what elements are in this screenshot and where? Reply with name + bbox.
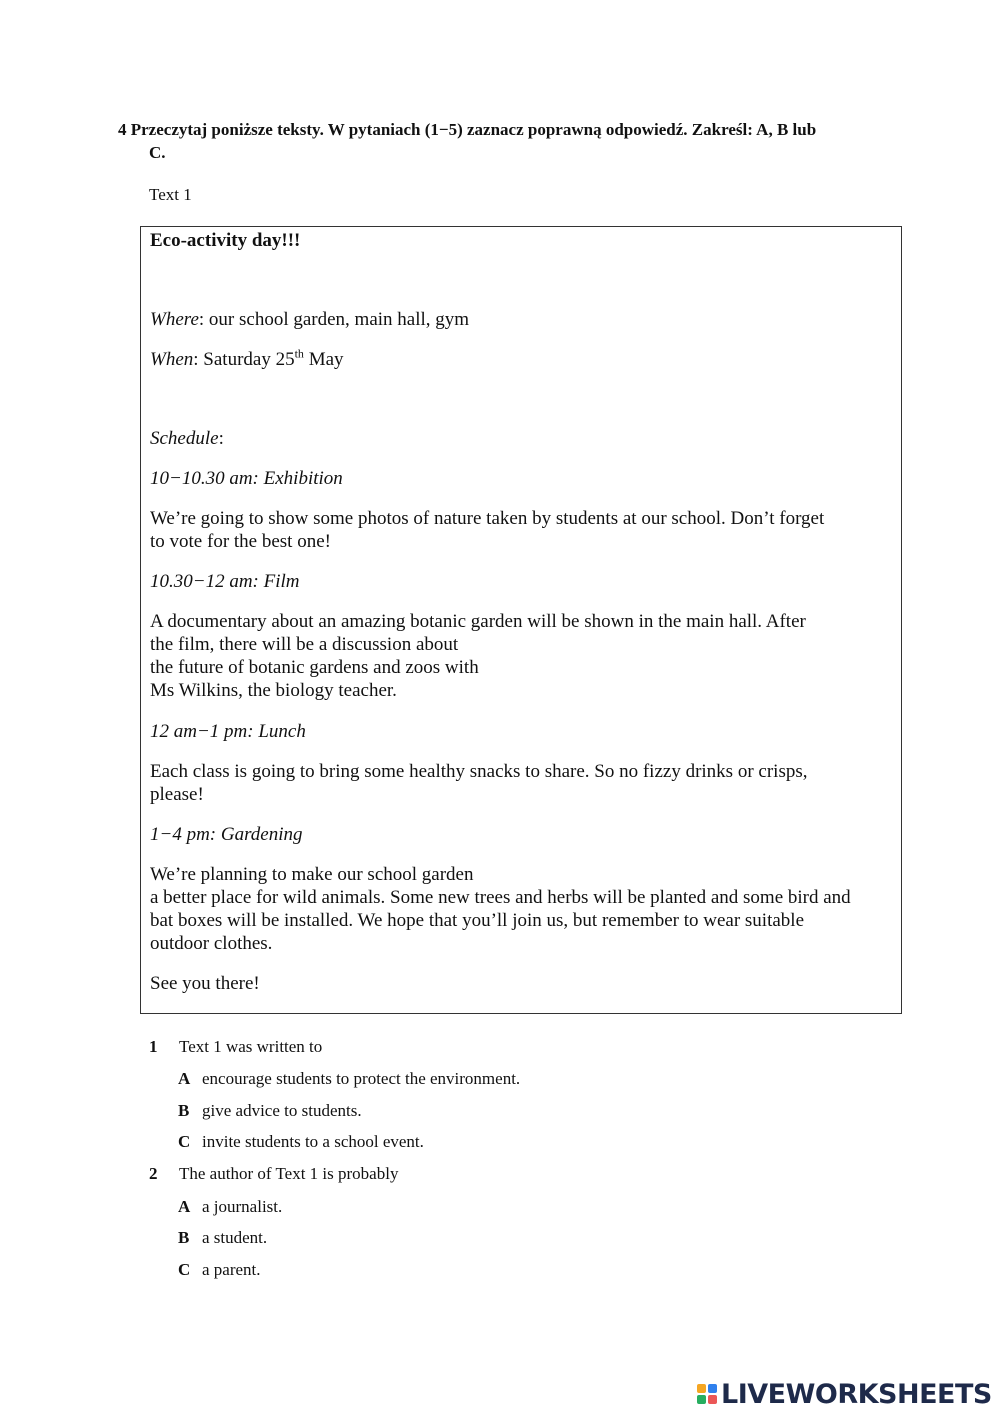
question-text: The author of Text 1 is probably	[179, 1164, 399, 1183]
answer-option[interactable]	[178, 1197, 282, 1217]
notice-box	[140, 226, 902, 1014]
schedule-text	[150, 610, 895, 702]
logo-square-icon	[697, 1395, 706, 1404]
answer-option[interactable]	[178, 1069, 520, 1089]
where-line	[150, 308, 895, 331]
answer-option[interactable]	[178, 1101, 362, 1121]
logo-square-icon	[708, 1384, 717, 1393]
when-label: When	[150, 349, 194, 370]
question-text: Text 1 was written to	[179, 1037, 323, 1056]
answer-option[interactable]	[178, 1132, 424, 1152]
text-line: A documentary about an amazing botanic garden will be shown in the main hall. After	[150, 611, 806, 632]
text-line: to vote for the best one!	[150, 531, 331, 552]
text-line: We’re going to show some photos of nature taken by students at our school. Don’t forget	[150, 508, 825, 529]
schedule-text	[150, 760, 895, 806]
text-line: the film, there will be a discussion about	[150, 634, 459, 655]
logo-text: LIVEWORKSHEETS	[721, 1378, 992, 1410]
schedule-colon: :	[218, 428, 224, 449]
logo-square-icon	[697, 1384, 706, 1393]
text-line: We’re planning to make our school garden	[150, 864, 474, 885]
liveworksheets-logo[interactable]	[697, 1378, 992, 1410]
notice-title: Eco-activity day!!!	[150, 230, 301, 251]
option-text: a student.	[202, 1228, 268, 1247]
text-line: the future of botanic gardens and zoos with	[150, 657, 479, 678]
closing-text: See you there!	[150, 973, 260, 994]
schedule-heading: 1−4 pm: Gardening	[150, 824, 303, 845]
question	[149, 1037, 322, 1057]
answer-option[interactable]	[178, 1260, 261, 1280]
instruction-line-2: C.	[149, 143, 166, 162]
question-number: 1	[149, 1037, 158, 1056]
logo-mark-icon	[697, 1384, 717, 1404]
question-number: 2	[149, 1164, 158, 1183]
text-line: Ms Wilkins, the biology teacher.	[150, 680, 397, 701]
option-letter: A	[178, 1197, 191, 1216]
text-line: please!	[150, 784, 204, 805]
option-letter: B	[178, 1101, 190, 1120]
text-label: Text 1	[149, 185, 192, 204]
option-text: give advice to students.	[202, 1101, 362, 1120]
schedule-heading: 10.30−12 am: Film	[150, 571, 300, 592]
text-line: Each class is going to bring some healthy snacks to share. So no fizzy drinks or crisps,	[150, 761, 808, 782]
when-value: : Saturday 25	[193, 349, 295, 370]
where-value: : our school garden, main hall, gym	[198, 309, 470, 330]
option-letter: B	[178, 1228, 190, 1247]
text-line: a better place for wild animals. Some new trees and herbs will be planted and some bird and	[150, 887, 851, 908]
answer-option[interactable]	[178, 1228, 267, 1248]
text-line: outdoor clothes.	[150, 933, 273, 954]
schedule-heading: 12 am−1 pm: Lunch	[150, 721, 306, 742]
where-label: Where	[150, 309, 199, 330]
schedule-label: Schedule	[150, 428, 219, 449]
when-month: May	[303, 349, 344, 370]
instruction	[118, 118, 898, 164]
schedule-text	[150, 507, 895, 553]
schedule-line	[150, 427, 895, 450]
option-text: a journalist.	[202, 1197, 283, 1216]
text-line: bat boxes will be installed. We hope that you’ll join us, but remember to wear suitable	[150, 910, 804, 931]
option-text: a parent.	[202, 1260, 261, 1279]
when-sup: th	[294, 346, 304, 361]
option-letter: C	[178, 1132, 191, 1151]
option-text: encourage students to protect the environment.	[202, 1069, 521, 1088]
instruction-line-1: 4 Przeczytaj poniższe teksty. W pytaniach (1−5) zaznacz poprawną odpowiedź. Zakreśl: A, B lub	[118, 120, 817, 139]
option-letter: C	[178, 1260, 191, 1279]
schedule-heading: 10−10.30 am: Exhibition	[150, 468, 343, 489]
option-text: invite students to a school event.	[202, 1132, 424, 1151]
logo-square-icon	[708, 1395, 717, 1404]
option-letter: A	[178, 1069, 191, 1088]
question	[149, 1164, 398, 1184]
schedule-text	[150, 863, 895, 955]
when-line	[150, 348, 895, 371]
